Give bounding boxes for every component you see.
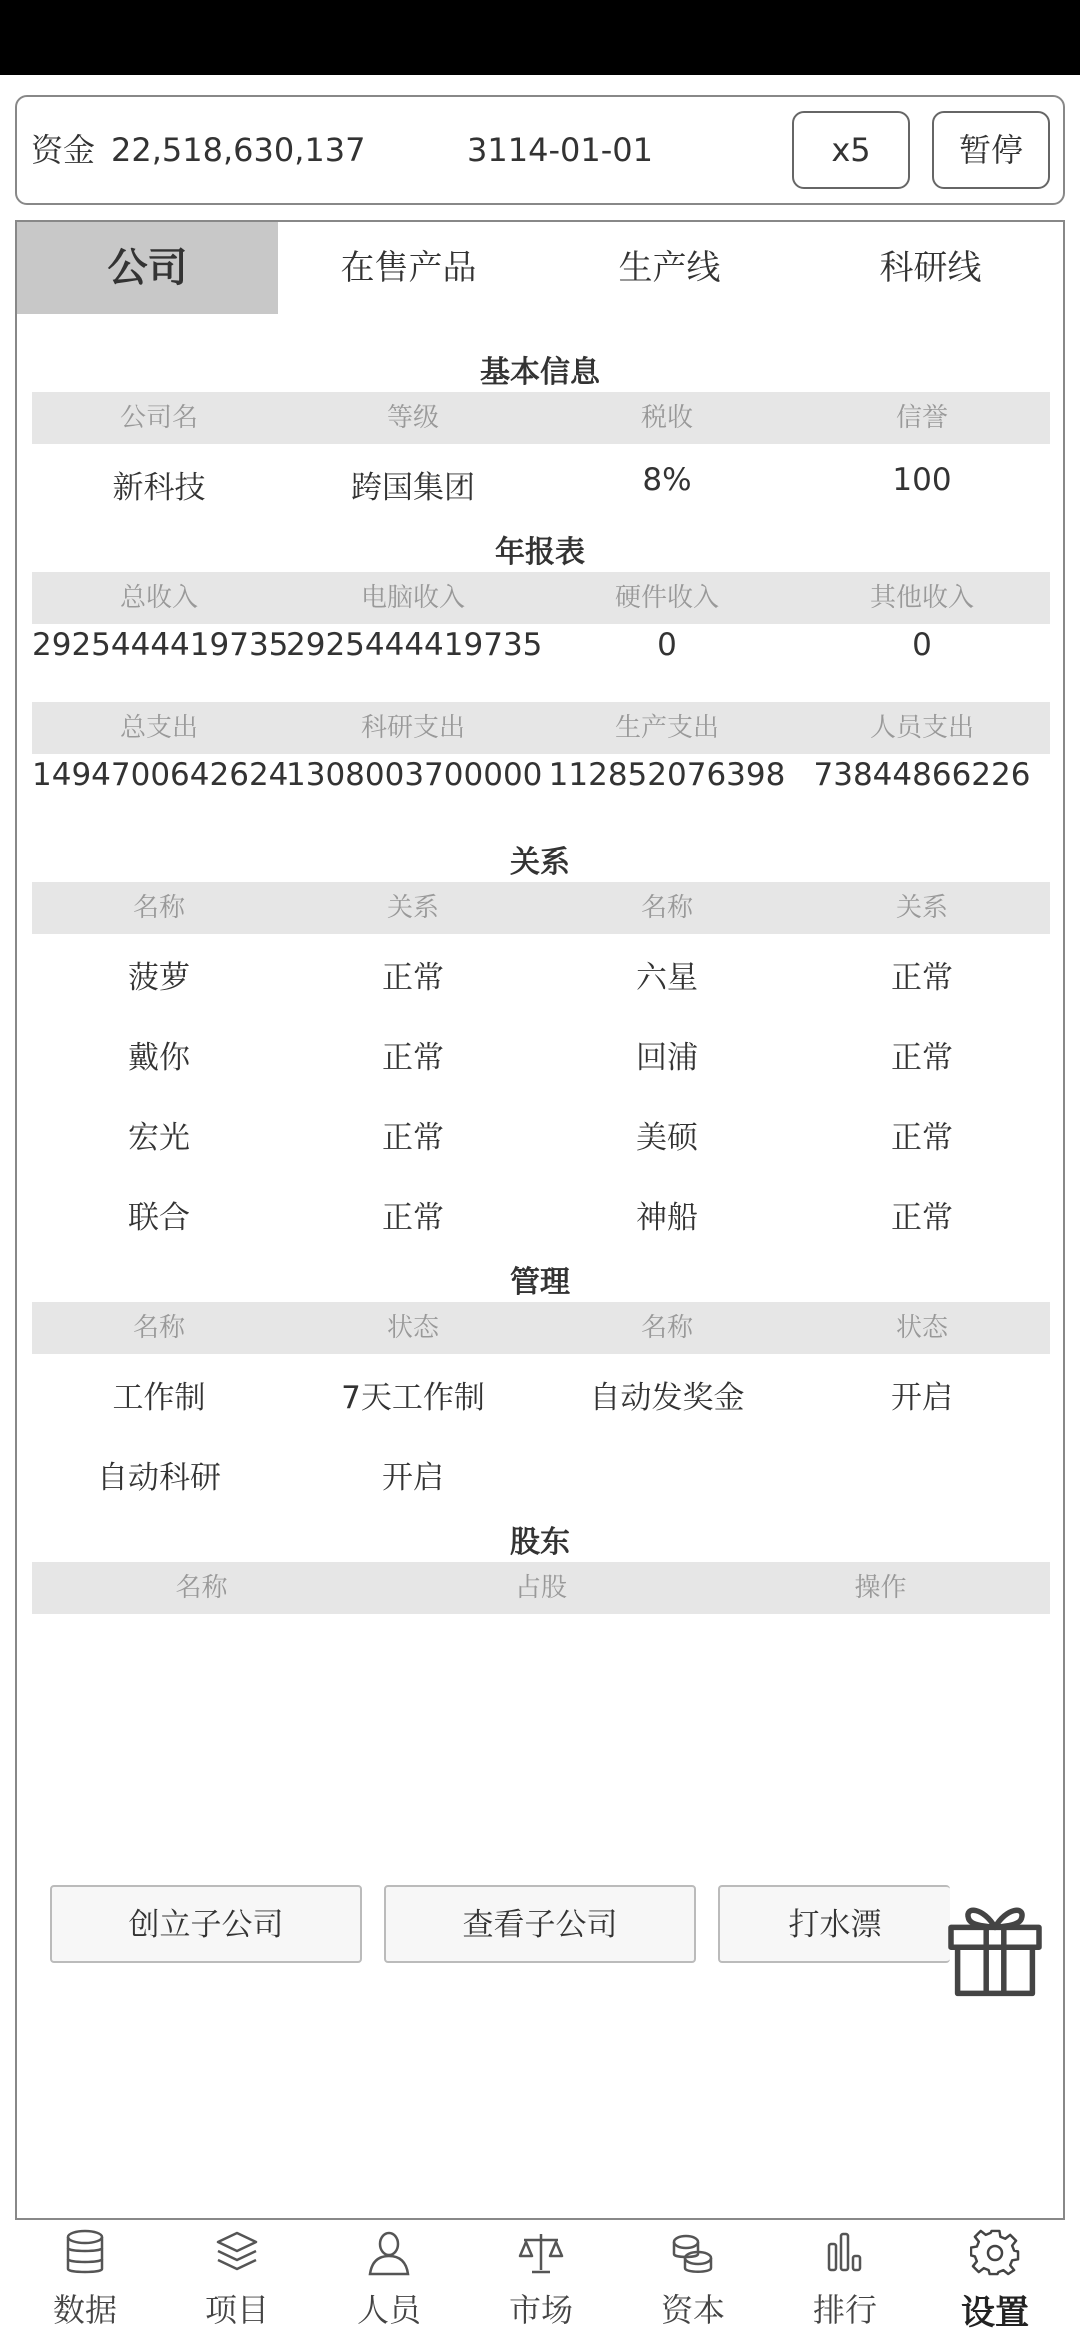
section-title-basic: 基本信息 xyxy=(480,355,600,390)
nav-label: 项目 xyxy=(204,2291,269,2329)
nav-item-projects[interactable] xyxy=(162,2220,312,2340)
gift-icon[interactable] xyxy=(940,1890,1050,2000)
tab-company[interactable]: 公司 xyxy=(17,222,278,314)
production-expense: 112852076398 xyxy=(548,757,786,793)
header-cell: 状态 xyxy=(386,1313,439,1343)
relation-status: 正常 xyxy=(382,1200,444,1236)
section-title-annual: 年报表 xyxy=(495,535,585,570)
management-name: 自动科研 xyxy=(97,1460,221,1496)
relation-company: 六星 xyxy=(636,960,698,996)
management-header-row xyxy=(32,1302,1050,1354)
management-name: 工作制 xyxy=(112,1380,206,1416)
header-cell: 名称 xyxy=(132,893,185,923)
header-cell: 税收 xyxy=(640,403,693,433)
management-name: 自动发奖金 xyxy=(589,1380,745,1416)
speed-button[interactable]: x5 xyxy=(792,111,910,189)
nav-label: 数据 xyxy=(52,2291,117,2329)
management-status[interactable]: 7天工作制 xyxy=(341,1380,485,1416)
relations-header-row xyxy=(32,882,1050,934)
header-cell: 信誉 xyxy=(895,403,948,433)
header-cell: 名称 xyxy=(132,1313,185,1343)
company-level: 跨国集团 xyxy=(351,470,475,506)
header-cell: 操作 xyxy=(854,1573,907,1603)
header-cell: 关系 xyxy=(895,893,948,923)
relation-company: 回浦 xyxy=(636,1040,698,1076)
header-cell: 科研支出 xyxy=(360,713,465,743)
income-header-row xyxy=(32,572,1050,624)
relation-status: 正常 xyxy=(891,1120,953,1156)
money-display xyxy=(31,97,365,203)
gear-icon xyxy=(970,2228,1020,2278)
section-title-relations: 关系 xyxy=(510,845,570,880)
nav-label: 市场 xyxy=(508,2291,573,2329)
header-cell: 总收入 xyxy=(119,583,198,613)
shareholders-header-row xyxy=(32,1562,1050,1614)
company-name: 新科技 xyxy=(112,470,206,506)
relation-company: 戴你 xyxy=(128,1040,190,1076)
expense-header-row xyxy=(32,702,1050,754)
float-button[interactable]: 打水漂 xyxy=(718,1885,950,1963)
computer-income: 2925444419735 xyxy=(286,627,543,663)
total-expense: 1494700642624 xyxy=(32,757,289,793)
nav-label: 设置 xyxy=(961,2293,1029,2333)
management-status[interactable]: 开启 xyxy=(891,1380,953,1416)
relation-company: 联合 xyxy=(128,1200,190,1236)
section-title-shareholders: 股东 xyxy=(510,1525,570,1560)
relation-company: 宏光 xyxy=(128,1120,190,1156)
basic-header-row xyxy=(32,392,1050,444)
coins-icon xyxy=(668,2228,718,2278)
money-value: 22,518,630,137 xyxy=(111,131,366,169)
relation-status: 正常 xyxy=(891,1200,953,1236)
header-cell: 名称 xyxy=(175,1573,228,1603)
relation-status: 正常 xyxy=(382,1040,444,1076)
relation-status: 正常 xyxy=(382,1120,444,1156)
nav-item-staff[interactable] xyxy=(314,2220,464,2340)
research-expense: 1308003700000 xyxy=(286,757,543,793)
header-cell: 公司名 xyxy=(119,403,198,433)
view-subsidiary-button[interactable]: 查看子公司 xyxy=(384,1885,696,1963)
relation-status: 正常 xyxy=(382,960,444,996)
tab-products[interactable]: 在售产品 xyxy=(340,248,477,288)
other-income: 0 xyxy=(912,627,932,663)
create-subsidiary-button[interactable]: 创立子公司 xyxy=(50,1885,362,1963)
bar-chart-icon xyxy=(820,2228,870,2278)
header-cell: 电脑收入 xyxy=(360,583,465,613)
relation-status: 正常 xyxy=(891,1040,953,1076)
nav-item-capital[interactable] xyxy=(618,2220,768,2340)
total-income: 2925444419735 xyxy=(32,627,289,663)
section-title-management: 管理 xyxy=(510,1265,570,1300)
hardware-income: 0 xyxy=(657,627,677,663)
status-bar xyxy=(0,0,1080,75)
nav-item-market[interactable] xyxy=(466,2220,616,2340)
company-reputation: 100 xyxy=(892,462,952,498)
header-cell: 关系 xyxy=(386,893,439,923)
relation-company: 美硕 xyxy=(636,1120,698,1156)
staff-expense: 73844866226 xyxy=(813,757,1031,793)
tab-research-lines[interactable]: 科研线 xyxy=(879,248,982,288)
header-cell: 总支出 xyxy=(119,713,198,743)
game-date: 3114-01-01 xyxy=(467,131,653,169)
relation-status: 正常 xyxy=(891,960,953,996)
header-cell: 硬件收入 xyxy=(614,583,719,613)
header-cell: 生产支出 xyxy=(614,713,719,743)
header-cell: 人员支出 xyxy=(869,713,974,743)
header-cell: 状态 xyxy=(895,1313,948,1343)
scale-icon xyxy=(516,2228,566,2278)
relation-company: 菠萝 xyxy=(128,960,190,996)
bottom-nav xyxy=(0,2220,1080,2340)
nav-item-ranking[interactable] xyxy=(770,2220,920,2340)
nav-label: 排行 xyxy=(812,2291,877,2329)
tab-bar xyxy=(17,222,1063,314)
layers-icon xyxy=(212,2228,262,2278)
nav-label: 资本 xyxy=(660,2291,725,2329)
header-cell: 名称 xyxy=(640,893,693,923)
pause-button[interactable]: 暂停 xyxy=(932,111,1050,189)
header-cell: 等级 xyxy=(386,403,439,433)
management-status[interactable]: 开启 xyxy=(382,1460,444,1496)
header-cell: 名称 xyxy=(640,1313,693,1343)
person-icon xyxy=(364,2228,414,2278)
database-icon xyxy=(60,2228,110,2278)
top-bar xyxy=(15,95,1065,205)
nav-label: 人员 xyxy=(356,2291,421,2329)
tab-production-lines[interactable]: 生产线 xyxy=(618,248,721,288)
nav-item-settings[interactable] xyxy=(920,2220,1070,2340)
company-tax: 8% xyxy=(642,462,692,498)
nav-item-data[interactable] xyxy=(10,2220,160,2340)
money-label: 资金 xyxy=(31,131,96,169)
relation-company: 神船 xyxy=(636,1200,698,1236)
header-cell: 其他收入 xyxy=(869,583,974,613)
header-cell: 占股 xyxy=(514,1573,567,1603)
